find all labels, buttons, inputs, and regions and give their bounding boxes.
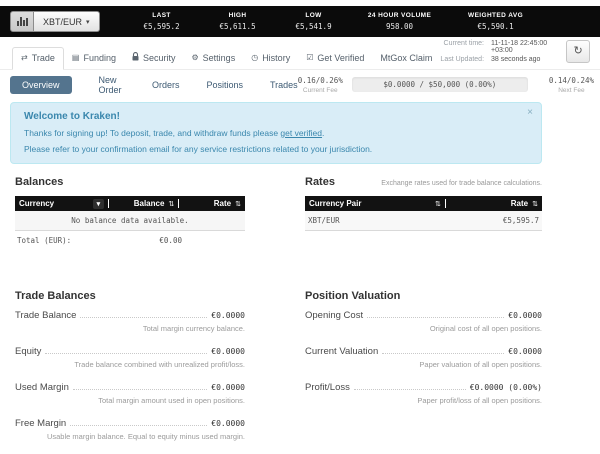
stat-label: LOW [305,12,322,19]
list-item [15,418,245,441]
welcome-alert [10,102,542,164]
tab-orders[interactable]: Orders [151,80,180,90]
metric-description: Usable margin balance. Equal to equity minus used margin. [46,432,245,441]
metric-label: Current Valuation [305,346,379,357]
nav-tab-security[interactable] [124,47,184,69]
exchange-arrows-icon: ⇄ [21,53,28,62]
tab-new-order[interactable]: New Order [98,75,122,95]
metric-description: Total margin amount used in open positions. [98,396,245,405]
current-fee-label: Current Fee [302,87,338,94]
metric-description: Paper profit/loss of all open positions. [417,396,542,405]
column-label: Balance [133,199,165,208]
nav-tab-mtgox-claim[interactable] [372,48,440,69]
metric-label: Trade Balance [15,310,77,321]
next-fee-value: 0.14/0.24% [548,76,594,85]
current-time-label: Current time: [443,40,485,47]
nav-tab-label: Settings [202,53,236,63]
nav-tab-label: Get Verified [317,53,365,63]
stat-label: 24 HOUR VOLUME [367,12,432,19]
welcome-line1 [24,128,515,138]
current-time-value: 11-11-18 22:45:00 +03:00 [491,40,548,54]
total-value: €0.00 [159,236,182,245]
metric-description: Paper valuation of all open positions. [419,360,542,369]
welcome-title: Welcome to Kraken! [24,111,120,122]
dotted-leader [73,382,207,390]
metric-label: Opening Cost [305,310,364,321]
nav-tab-label: History [262,53,291,63]
stat-label: HIGH [228,12,247,19]
stat-weighted-avg [448,12,544,31]
dotted-leader [80,310,207,318]
refresh-button[interactable] [566,40,590,63]
rates-header [305,176,542,188]
nav-tab-label: Funding [83,53,116,63]
nav-tab-funding[interactable] [64,48,124,69]
margin-row [0,290,600,454]
wrench-icon: ⚙ [191,53,199,62]
fee-area [298,76,596,94]
nav-tab-label: Security [142,52,176,63]
chart-bars-icon [17,17,28,26]
position-valuation-title: Position Valuation [305,290,401,302]
close-icon[interactable]: × [527,107,533,118]
balances-title: Balances [15,176,64,188]
metric-description: Total margin currency balance. [142,324,245,333]
get-verified-link[interactable]: get verified [280,128,323,138]
metric-value: €0.0000 (0.00%) [469,383,542,392]
caret-down-icon: ▾ [86,18,90,26]
metric-label: Free Margin [15,418,67,429]
tab-positions[interactable]: Positions [206,80,243,90]
balances-table-header [15,196,245,211]
main-nav [0,37,600,70]
sort-icon[interactable]: ⇅ [168,200,175,208]
column-rate[interactable] [445,199,542,208]
metric-label: Equity [15,346,42,357]
chart-button[interactable] [10,11,34,32]
ticker-bar [0,6,600,37]
stat-label: WEIGHTED AVG [468,12,524,19]
rates-subtitle: Exchange rates used for trade balance calculations. [381,180,542,187]
balances-total-row [15,231,245,250]
refresh-icon: ↻ [573,45,583,57]
nav-tab-trade[interactable] [12,47,64,70]
dotted-leader [70,418,207,426]
list-item [15,310,245,333]
caret-down-icon[interactable]: ▾ [93,199,105,209]
pair-selector[interactable] [34,11,100,32]
rates-table-header [305,196,542,211]
column-currency-pair[interactable] [305,199,445,208]
position-valuation-header [305,290,542,302]
nav-tab-history[interactable] [243,48,298,69]
dotted-leader [354,382,466,390]
credit-card-icon: ▤ [71,53,80,62]
pair-button-group [10,11,100,32]
trade-balances-section [15,290,245,454]
metric-value: €0.0000 [211,311,245,320]
welcome-line1-period: . [322,128,325,138]
tab-trades[interactable]: Trades [270,80,298,90]
sub-nav [0,70,600,99]
welcome-line1-text: Thanks for signing up! To deposit, trade, and withdraw funds please [24,128,281,138]
trade-balances-title: Trade Balances [15,290,96,302]
time-grid [440,40,554,63]
list-item [305,346,542,369]
stat-low [276,12,352,31]
main-nav-tabs [12,47,440,69]
stat-label: LAST [152,12,171,19]
nav-tab-label: MtGox Claim [380,53,433,63]
metric-label: Profit/Loss [305,382,350,393]
stat-high [200,12,276,31]
clock-icon: ◷ [251,53,259,62]
dotted-leader [45,346,207,354]
lock-icon [132,52,139,63]
column-balance[interactable] [108,199,178,208]
stat-last [124,12,200,31]
metric-description: Trade balance combined with unrealized profit/loss. [74,360,245,369]
column-label: Currency [19,199,55,208]
welcome-line2: Please refer to your confirmation email for any service restrictions related to your jurisdiction. [24,144,373,154]
last-updated-value: 38 seconds ago [491,56,541,63]
time-info [440,40,590,69]
metric-value: €0.0000 [211,383,245,392]
metric-value: €0.0000 [211,347,245,356]
rates-section [305,176,542,250]
rate-value: €5,595.7 [502,216,539,225]
stat-value: €5,611.5 [219,22,256,31]
nav-tab-get-verified[interactable] [298,48,372,69]
stat-value: 958.00 [385,22,414,31]
next-fee [549,76,594,94]
check-square-icon: ☑ [306,53,314,62]
list-item [305,382,542,405]
stat-value: €5,590.1 [477,22,514,31]
total-label: Total (EUR): [17,236,72,245]
column-label: Rate [213,199,232,208]
metric-value: €0.0000 [211,419,245,428]
next-fee-label: Next Fee [558,87,585,94]
nav-tab-label: Trade [31,53,55,63]
sort-icon[interactable]: ⇅ [235,200,241,208]
balances-empty-message: No balance data available. [15,211,245,231]
metric-label: Used Margin [15,382,69,393]
rate-pair: XBT/EUR [308,216,340,225]
ticker-stats [124,12,544,31]
trade-balances-header [15,290,245,302]
list-item [305,310,542,333]
position-valuation-section [305,290,542,454]
tab-overview[interactable]: Overview [10,76,72,94]
column-label: Currency Pair [309,199,362,208]
balances-header [15,176,245,188]
stat-value: €5,595.2 [143,22,180,31]
dotted-leader [367,310,504,318]
current-fee-value: 0.16/0.26% [297,76,343,85]
metric-description: Original cost of all open positions. [429,324,542,333]
nav-tab-settings[interactable] [184,48,244,69]
metric-value: €0.0000 [508,311,542,320]
balances-rates-row [0,176,600,250]
metric-value: €0.0000 [508,347,542,356]
column-rate[interactable] [178,199,245,208]
stat-value: €5,541.9 [295,22,332,31]
current-fee [298,76,343,94]
column-label: Rate [510,199,529,208]
rates-title: Rates [305,176,335,188]
last-updated-label: Last Updated: [440,56,485,63]
stat-volume [352,12,448,31]
dotted-leader [382,346,504,354]
pair-selector-label: XBT/EUR [43,16,83,27]
sort-icon[interactable]: ⇅ [532,200,538,208]
column-currency[interactable] [15,199,108,209]
fee-progress-bar: $0.0000 / $50,000 (0.00%) [352,77,528,92]
list-item [15,382,245,405]
sort-icon[interactable]: ⇅ [434,200,441,208]
balances-section [15,176,245,250]
table-row [305,211,542,231]
list-item [15,346,245,369]
